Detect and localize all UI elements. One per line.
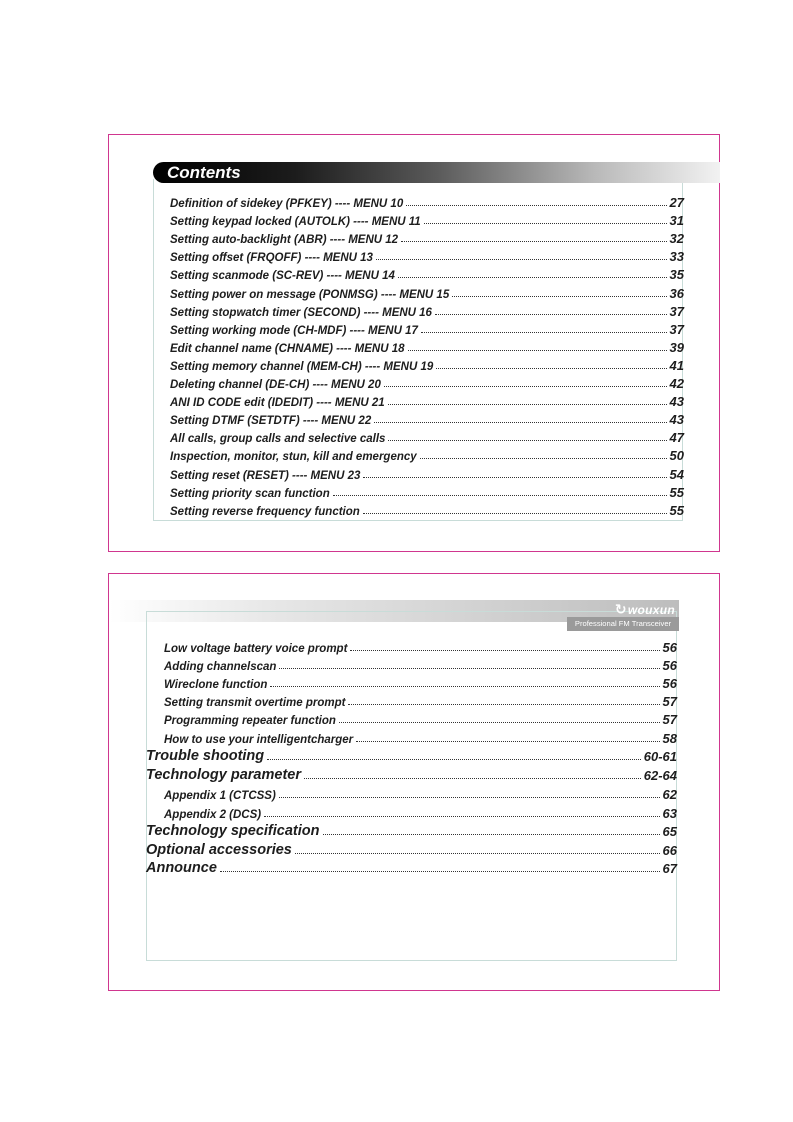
dot-leader	[420, 458, 667, 459]
dot-leader	[363, 513, 667, 514]
dot-leader	[421, 332, 667, 333]
dot-leader	[374, 422, 666, 423]
toc-entry-label: Setting auto-backlight (ABR) ---- MENU 12	[170, 234, 399, 247]
toc-entry	[170, 448, 684, 463]
toc-entry-label: Setting power on message (PONMSG) ---- MENU 15	[170, 288, 450, 301]
toc-entry-label: Appendix 2 (DCS)	[164, 809, 262, 821]
toc-entry-label: Setting transmit overtime prompt	[164, 697, 346, 709]
toc-entry-page: 56	[662, 676, 677, 691]
dot-leader	[270, 686, 659, 687]
toc-entry-page: 42	[669, 376, 684, 391]
dot-leader	[408, 350, 667, 351]
dot-leader	[295, 853, 660, 854]
toc-entry	[170, 249, 684, 264]
toc-entry	[170, 213, 684, 228]
toc-entry	[170, 286, 684, 301]
toc-entry-label: Setting keypad locked (AUTOLK) ---- MENU 11	[170, 216, 421, 229]
toc-entry	[164, 787, 677, 802]
toc-entry-page: 56	[662, 658, 677, 673]
toc-page-1	[108, 134, 720, 552]
dot-leader	[435, 314, 667, 315]
tagline: Professional FM Transceiver	[567, 617, 679, 631]
toc-entry-label: Definition of sidekey (PFKEY) ---- MENU 10	[170, 198, 404, 210]
dot-leader	[388, 404, 667, 405]
dot-leader	[401, 241, 666, 242]
toc-entry-label: Deleting channel (DE-CH) ---- MENU 20	[170, 379, 381, 391]
toc-entry-page: 66	[662, 843, 677, 858]
toc-entry	[170, 412, 684, 427]
toc-entry-page: 56	[662, 640, 677, 655]
toc-entry-page: 54	[669, 466, 684, 482]
toc-entry-page: 37	[669, 321, 684, 337]
toc-entry-label: Setting offset (FRQOFF) ---- MENU 13	[170, 252, 373, 265]
toc-entry-label: Low voltage battery voice prompt	[164, 643, 348, 655]
toc-entry-label: Appendix 1 (CTCSS)	[164, 790, 276, 802]
toc-entry-label: Setting DTMF (SETDTF) ---- MENU 22	[170, 415, 372, 428]
toc-entry-page: 47	[669, 430, 684, 446]
dot-leader	[363, 477, 666, 478]
brand-logo	[567, 600, 679, 632]
toc-entry	[164, 712, 677, 727]
toc-entry	[170, 467, 684, 482]
toc-entry-page: 35	[669, 267, 684, 283]
toc-entry	[164, 694, 677, 709]
toc-entry-page: 55	[669, 484, 684, 500]
toc-entry-label: How to use your intelligentcharger	[164, 734, 354, 746]
dot-leader	[279, 668, 659, 669]
toc-entry-page: 50	[669, 448, 684, 464]
toc-entry	[146, 823, 677, 839]
toc-entry-page: 36	[669, 285, 684, 301]
toc-entry-label: Setting priority scan function	[170, 487, 330, 500]
toc-entry	[170, 358, 684, 373]
dot-leader	[424, 223, 667, 224]
toc-entry-label: Technology specification	[146, 823, 320, 839]
toc-entry-label: Setting working mode (CH-MDF) ---- MENU 17	[170, 324, 418, 337]
toc-entry	[146, 748, 677, 764]
dot-leader	[356, 741, 659, 742]
toc-entry	[170, 485, 684, 500]
toc-entry	[146, 767, 677, 783]
toc-entry	[146, 860, 677, 876]
toc-entry-label: Setting memory channel (MEM-CH) ---- MENU 19	[170, 360, 434, 373]
toc-entry-page: 43	[669, 412, 684, 428]
toc-entry-page: 60-61	[643, 749, 677, 764]
dot-leader	[323, 834, 660, 835]
toc-entry	[164, 806, 677, 821]
toc-entry-label: Edit channel name (CHNAME) ---- MENU 18	[170, 342, 405, 355]
dot-leader	[267, 759, 641, 760]
toc-entry-page: 31	[669, 213, 684, 229]
dot-leader	[398, 277, 667, 278]
dot-leader	[220, 871, 660, 872]
toc-entry-label: Setting scanmode (SC-REV) ---- MENU 14	[170, 270, 395, 283]
toc-entry-page: 58	[662, 731, 677, 746]
toc-entry-page: 63	[662, 806, 677, 821]
dot-leader	[333, 495, 667, 496]
toc-entry-page: 57	[662, 712, 677, 727]
dot-leader	[388, 440, 666, 441]
toc-entry	[170, 394, 684, 409]
toc-entry-label: Setting stopwatch timer (SECOND) ---- MENU 16	[170, 306, 432, 319]
toc-entry	[164, 731, 677, 746]
toc-entry	[170, 304, 684, 319]
toc-entry-page: 67	[662, 861, 677, 876]
toc-entry-label: Technology parameter	[146, 767, 301, 783]
dot-leader	[279, 797, 660, 798]
toc-entry	[170, 340, 684, 355]
toc-entry-page: 62-64	[643, 768, 677, 783]
wouxun-logo	[615, 601, 675, 618]
toc-entry-page: 55	[669, 502, 684, 518]
dot-leader	[406, 205, 666, 206]
toc-entry-page: 41	[669, 357, 684, 373]
toc-entry	[170, 267, 684, 282]
logo-text: wouxun	[627, 603, 675, 617]
contents-title: Contents	[167, 163, 241, 182]
toc-entry-label: Optional accessories	[146, 842, 292, 858]
contents-header-bar	[153, 162, 720, 183]
toc-entry-page: 37	[669, 303, 684, 319]
toc-entry-label: All calls, group calls and selective calls	[170, 433, 386, 446]
dot-leader	[376, 259, 667, 260]
toc-entry-label: Announce	[146, 860, 217, 876]
dot-leader	[384, 386, 667, 387]
toc-entry	[170, 322, 684, 337]
toc-entry-label: Inspection, monitor, stun, kill and emergency	[170, 451, 417, 464]
toc-entry-label: Setting reverse frequency function	[170, 505, 360, 518]
toc-entry-page: 32	[669, 231, 684, 247]
toc-entry	[164, 640, 677, 655]
toc-entry-page: 57	[662, 694, 677, 709]
toc-entry	[146, 842, 677, 858]
toc-entry-label: Adding channelscan	[164, 661, 277, 673]
dot-leader	[339, 722, 660, 723]
toc-entry-label: Setting reset (RESET) ---- MENU 23	[170, 469, 361, 482]
toc-entry-label: Programming repeater function	[164, 715, 336, 727]
toc-entry	[164, 658, 677, 673]
toc-entry	[170, 503, 684, 518]
toc-entry-page: 33	[669, 249, 684, 265]
toc-entry	[170, 231, 684, 246]
toc-page-2	[108, 573, 720, 991]
toc-entry	[170, 430, 684, 445]
toc-entry-page: 27	[669, 195, 684, 210]
dot-leader	[264, 816, 659, 817]
logo-swirl-icon: ↻	[614, 601, 627, 617]
toc-entry-page: 62	[662, 787, 677, 802]
dot-leader	[350, 650, 659, 651]
toc-entry	[170, 376, 684, 391]
dot-leader	[436, 368, 666, 369]
toc-entry-label: Trouble shooting	[146, 748, 265, 764]
dot-leader	[348, 704, 659, 705]
toc-entry	[164, 676, 677, 691]
toc-entry-page: 65	[662, 824, 677, 839]
toc-entry-label: ANI ID CODE edit (IDEDIT) ---- MENU 21	[170, 397, 385, 410]
dot-leader	[452, 296, 666, 297]
dot-leader	[304, 778, 641, 779]
toc-entry-label: Wireclone function	[164, 679, 268, 691]
toc-entry-page: 43	[669, 394, 684, 410]
toc-entry-page: 39	[669, 339, 684, 355]
toc-entry	[170, 195, 684, 210]
